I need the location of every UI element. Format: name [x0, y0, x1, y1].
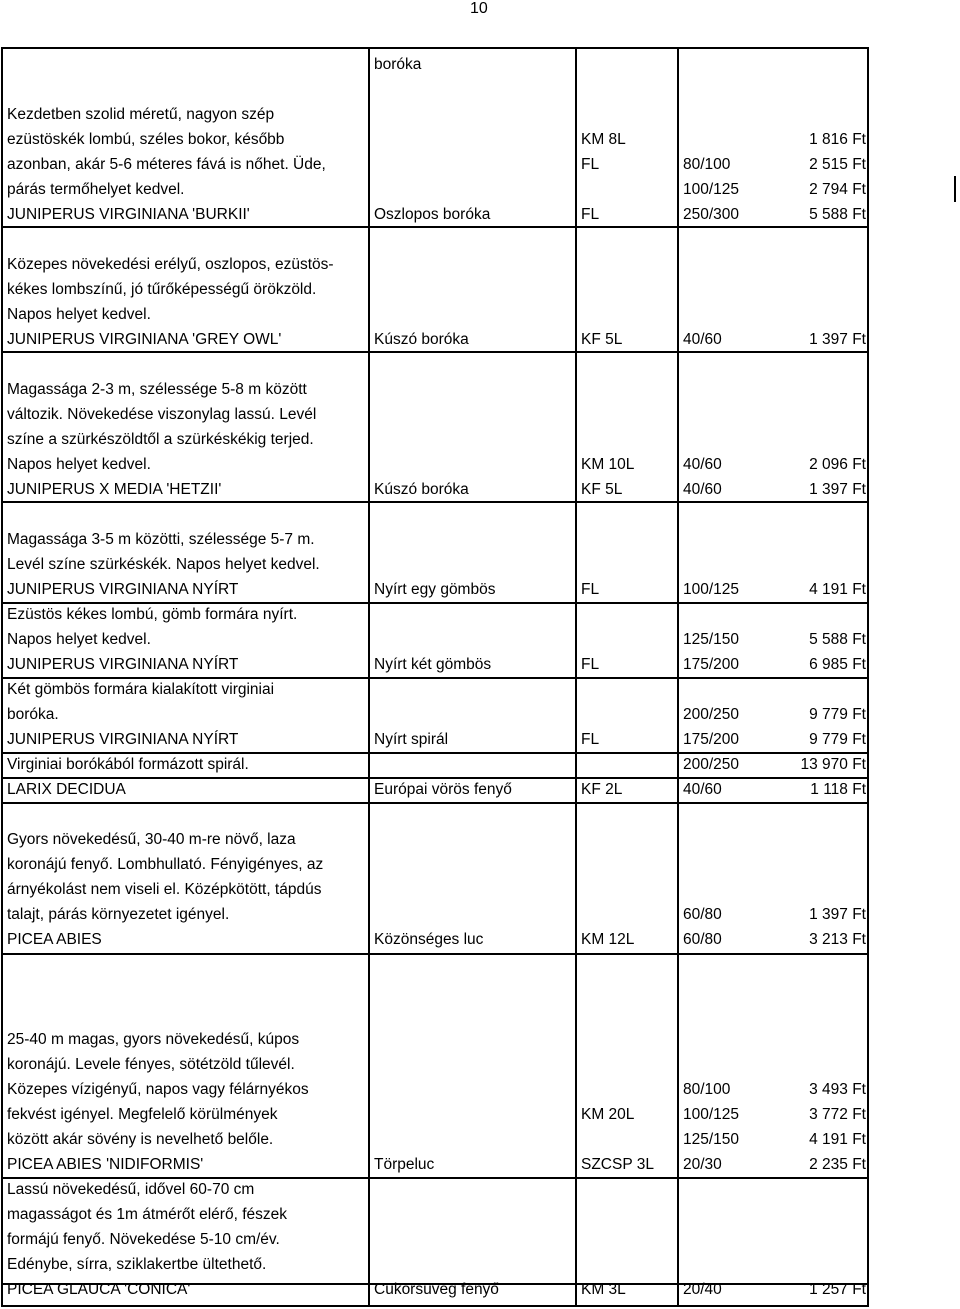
- cell-name: Magassága 2-3 m, szélessége 5-8 m között: [7, 381, 307, 398]
- cell-price: 2 096 Ft: [809, 456, 866, 473]
- cell-container: KM 3L: [581, 1281, 626, 1298]
- cell-size: 40/60: [683, 456, 722, 473]
- column-border: [1, 47, 3, 1307]
- cell-name: PICEA ABIES 'NIDIFORMIS': [7, 1156, 204, 1173]
- cell-price: 4 191 Ft: [809, 1131, 866, 1148]
- cell-price: 1 397 Ft: [809, 481, 866, 498]
- cell-name: ezüstöskék lombú, széles bokor, később: [7, 131, 285, 148]
- cell-common: Közönséges luc: [374, 931, 484, 948]
- cell-common: Európai vörös fenyő: [374, 781, 512, 798]
- cell-container: KM 8L: [581, 131, 626, 148]
- cell-common: Törpeluc: [374, 1156, 435, 1173]
- cell-name: LARIX DECIDUA: [7, 781, 126, 798]
- cell-container: FL: [581, 731, 600, 748]
- cell-price: 4 191 Ft: [809, 581, 866, 598]
- page-number: 10: [470, 0, 488, 17]
- cell-size: 125/150: [683, 1131, 740, 1148]
- cell-size: 40/60: [683, 781, 722, 798]
- cell-common: Kúszó boróka: [374, 481, 469, 498]
- cell-name: azonban, akár 5-6 méteres fává is nőhet. Üde,: [7, 156, 326, 173]
- cell-name: Két gömbös formára kialakított virginiai: [7, 681, 275, 698]
- cell-common: Oszlopos boróka: [374, 206, 491, 223]
- column-border: [867, 47, 869, 1307]
- cell-size: 100/125: [683, 581, 740, 598]
- cell-name: Edénybe, sírra, sziklakertbe ültethető.: [7, 1256, 267, 1273]
- cell-size: 175/200: [683, 731, 740, 748]
- cell-price: 3 213 Ft: [809, 931, 866, 948]
- cell-size: 250/300: [683, 206, 740, 223]
- cell-name: formájú fenyő. Növekedése 5-10 cm/év.: [7, 1231, 280, 1248]
- cell-name: koronájú fenyő. Lombhullató. Fényigényes, az: [7, 856, 324, 873]
- cell-container: FL: [581, 156, 600, 173]
- cell-size: 200/250: [683, 756, 740, 773]
- cell-name: PICEA GLAUCA 'CONICA': [7, 1281, 191, 1298]
- cell-price: 3 772 Ft: [809, 1106, 866, 1123]
- cell-size: 125/150: [683, 631, 740, 648]
- cell-name: PICEA ABIES: [7, 931, 102, 948]
- cell-name: JUNIPERUS VIRGINIANA NYÍRT: [7, 656, 239, 673]
- cell-size: 20/40: [683, 1281, 722, 1298]
- cell-name: koronájú. Levele fényes, sötétzöld tűlevél.: [7, 1056, 295, 1073]
- cell-container: KF 2L: [581, 781, 623, 798]
- cell-common: Cukorsüveg fenyő: [374, 1281, 499, 1298]
- cell-size: 100/125: [683, 181, 740, 198]
- cell-price: 1 118 Ft: [810, 781, 866, 798]
- row-border: [2, 953, 868, 955]
- cell-name: árnyékolást nem viseli el. Középkötött, tápdús: [7, 881, 322, 898]
- cell-size: 200/250: [683, 706, 740, 723]
- cell-container: KM 12L: [581, 931, 635, 948]
- cell-container: KM 10L: [581, 456, 635, 473]
- cell-name: Kezdetben szolid méretű, nagyon szép: [7, 106, 275, 123]
- cell-common: boróka: [374, 56, 422, 73]
- cell-name: JUNIPERUS X MEDIA 'HETZII': [7, 481, 222, 498]
- cell-price: 5 588 Ft: [809, 631, 866, 648]
- cell-price: 3 493 Ft: [809, 1081, 866, 1098]
- cell-name: Levél színe szürkéskék. Napos helyet kedvel.: [7, 556, 320, 573]
- cell-common: Nyírt egy gömbös: [374, 581, 496, 598]
- cell-name: Ezüstös kékes lombú, gömb formára nyírt.: [7, 606, 298, 623]
- cell-name: Napos helyet kedvel.: [7, 631, 151, 648]
- cell-price: 2 235 Ft: [809, 1156, 866, 1173]
- cell-price: 9 779 Ft: [809, 706, 866, 723]
- cell-name: magasságot és 1m átmérőt elérő, fészek: [7, 1206, 287, 1223]
- cell-price: 1 397 Ft: [809, 906, 866, 923]
- cell-name: 25-40 m magas, gyors növekedésű, kúpos: [7, 1031, 300, 1048]
- cell-container: FL: [581, 206, 600, 223]
- cell-name: színe a szürkészöldtől a szürkéskékig terjed.: [7, 431, 314, 448]
- cell-price: 9 779 Ft: [809, 731, 866, 748]
- column-border: [677, 47, 679, 1307]
- cell-name: JUNIPERUS VIRGINIANA 'BURKII': [7, 206, 250, 223]
- column-border: [368, 47, 370, 1307]
- cell-common: Nyírt két gömbös: [374, 656, 492, 673]
- cell-name: talajt, párás környezetet igényel.: [7, 906, 230, 923]
- cell-price: 5 588 Ft: [809, 206, 866, 223]
- cell-name: Gyors növekedésű, 30-40 m-re növő, laza: [7, 831, 296, 848]
- cell-name: Magassága 3-5 m közötti, szélessége 5-7 m.: [7, 531, 315, 548]
- cell-name: Közepes növekedési erélyű, oszlopos, ezüstös-: [7, 256, 334, 273]
- cell-size: 40/60: [683, 331, 722, 348]
- cell-name: fekvést igényel. Megfelelő körülmények: [7, 1106, 278, 1123]
- cell-price: 1 816 Ft: [809, 131, 866, 148]
- cell-size: 175/200: [683, 656, 740, 673]
- cell-container: KF 5L: [581, 331, 623, 348]
- cell-name: Napos helyet kedvel.: [7, 306, 151, 323]
- cell-name: Közepes vízigényű, napos vagy félárnyékos: [7, 1081, 309, 1098]
- cell-name: kékes lombszínű, jó tűrőképességű örökzöld.: [7, 281, 317, 298]
- cell-name: Napos helyet kedvel.: [7, 456, 151, 473]
- cell-name: párás termőhelyet kedvel.: [7, 181, 185, 198]
- cell-container: KF 5L: [581, 481, 623, 498]
- cell-size: 80/100: [683, 156, 731, 173]
- cell-container: KM 20L: [581, 1106, 635, 1123]
- cell-name: JUNIPERUS VIRGINIANA NYÍRT: [7, 731, 239, 748]
- cell-size: 100/125: [683, 1106, 740, 1123]
- cell-price: 1 257 Ft: [809, 1281, 866, 1298]
- cell-price: 2 794 Ft: [809, 181, 866, 198]
- cell-size: 60/80: [683, 906, 722, 923]
- cell-name: Virginiai borókából formázott spirál.: [7, 756, 249, 773]
- cell-price: 1 397 Ft: [809, 331, 866, 348]
- cell-price: 6 985 Ft: [809, 656, 866, 673]
- cell-price: 13 970 Ft: [800, 756, 866, 773]
- cell-name: JUNIPERUS VIRGINIANA 'GREY OWL': [7, 331, 282, 348]
- cell-container: FL: [581, 656, 600, 673]
- row-border: [2, 802, 868, 804]
- cell-name: Lassú növekedésű, idővel 60-70 cm: [7, 1181, 255, 1198]
- cell-name: változik. Növekedése viszonylag lassú. Levél: [7, 406, 317, 423]
- cell-container: FL: [581, 581, 600, 598]
- row-border: [2, 47, 868, 49]
- cell-container: SZCSP 3L: [581, 1156, 654, 1173]
- cell-price: 2 515 Ft: [809, 156, 866, 173]
- cell-size: 60/80: [683, 931, 722, 948]
- cell-common: Kúszó boróka: [374, 331, 469, 348]
- cell-size: 20/30: [683, 1156, 722, 1173]
- cell-name: JUNIPERUS VIRGINIANA NYÍRT: [7, 581, 239, 598]
- cell-name: között akár sövény is nevelhető belőle.: [7, 1131, 274, 1148]
- column-border: [575, 47, 577, 1307]
- cell-size: 80/100: [683, 1081, 731, 1098]
- row-border: [2, 1305, 868, 1307]
- cell-size: 40/60: [683, 481, 722, 498]
- cell-common: Nyírt spirál: [374, 731, 449, 748]
- cell-name: boróka.: [7, 706, 59, 723]
